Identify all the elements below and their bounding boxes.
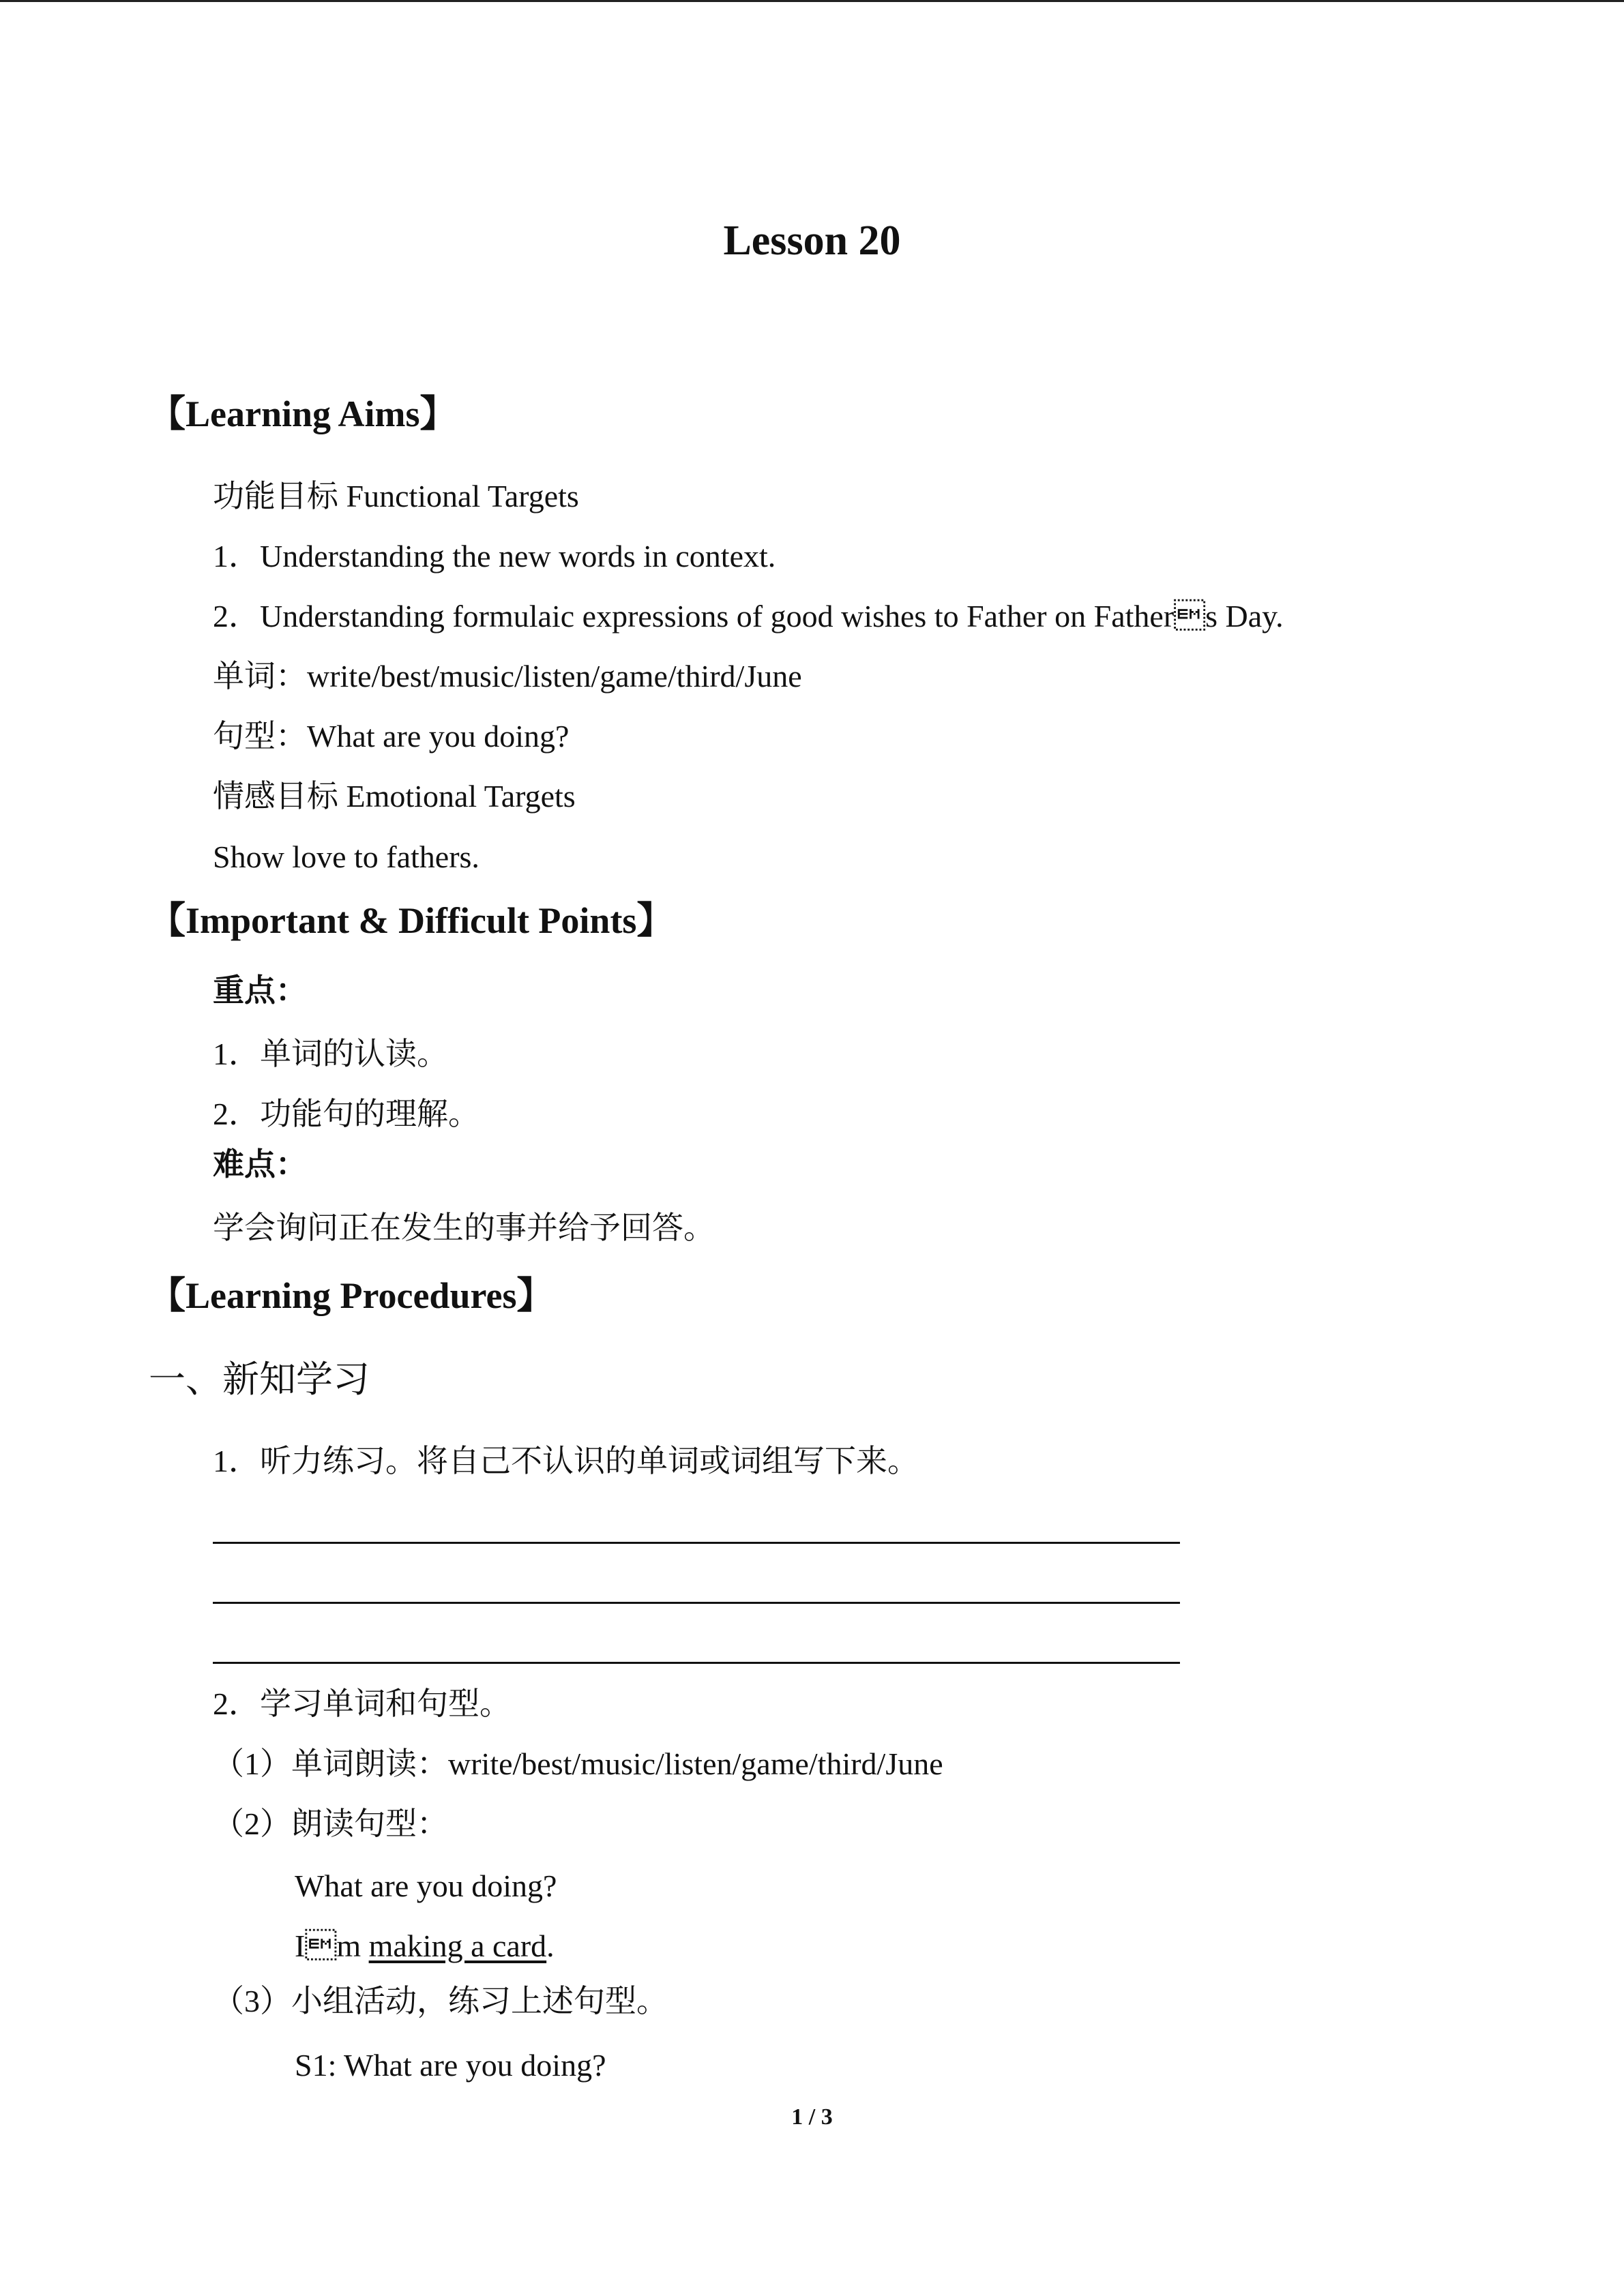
functional-targets-label: 功能目标 Functional Targets [213, 479, 579, 513]
answer-line-3 [213, 1662, 1180, 1664]
key-points-label: 重点： [213, 973, 307, 1008]
step-1: 1．听力练习。将自己不认识的单词或词组写下来。 [213, 1444, 919, 1478]
sub-step-3: （3）小组活动，练习上述句型。 [213, 1984, 668, 2018]
aim-item-1: 1．Understanding the new words in context. [213, 539, 776, 573]
dialog-s1: S1: What are you doing? [295, 2048, 606, 2083]
answer-line-2 [213, 1602, 1180, 1604]
words-line: 单词：write/best/music/listen/game/third/June [213, 659, 802, 694]
difficult-points-label: 难点： [213, 1147, 307, 1182]
points-heading: 【Important & Difficult Points】 [149, 900, 674, 941]
sub-step-2: （2）朗读句型： [213, 1806, 448, 1841]
page-title: Lesson 20 [723, 218, 901, 264]
part-one-heading: 一、新知学习 [149, 1359, 370, 1400]
answer-line-1 [213, 1542, 1180, 1544]
key-point-1: 1．单词的认读。 [213, 1037, 448, 1071]
page-number: 1 / 3 [791, 2104, 833, 2130]
emotional-targets-label: 情感目标 Emotional Targets [213, 779, 576, 814]
step-2: 2．学习单词和句型。 [213, 1686, 511, 1721]
key-point-2: 2．功能句的理解。 [213, 1097, 479, 1131]
aim-item-2: 2．Understanding formulaic expressions of good wishes to Father on Fathers Day. [213, 599, 1284, 633]
answer-suffix: . [546, 1928, 555, 1963]
answer-sentence [295, 1930, 555, 1962]
sub-step-1: （1）单词朗读：write/best/music/listen/game/third/June [213, 1746, 943, 1781]
show-love-line: Show love to fathers. [213, 839, 479, 874]
answer-prefix: Im [295, 1928, 369, 1963]
answer-underlined-phrase: making a card [368, 1928, 547, 1963]
pattern-line: 句型：What are you doing? [213, 719, 570, 754]
procedures-heading: 【Learning Procedures】 [149, 1275, 554, 1316]
learning-aims-heading: 【Learning Aims】 [149, 393, 457, 434]
difficult-point-1: 学会询问正在发生的事并给予回答。 [213, 1210, 715, 1245]
question-sentence: What are you doing? [295, 1868, 557, 1903]
